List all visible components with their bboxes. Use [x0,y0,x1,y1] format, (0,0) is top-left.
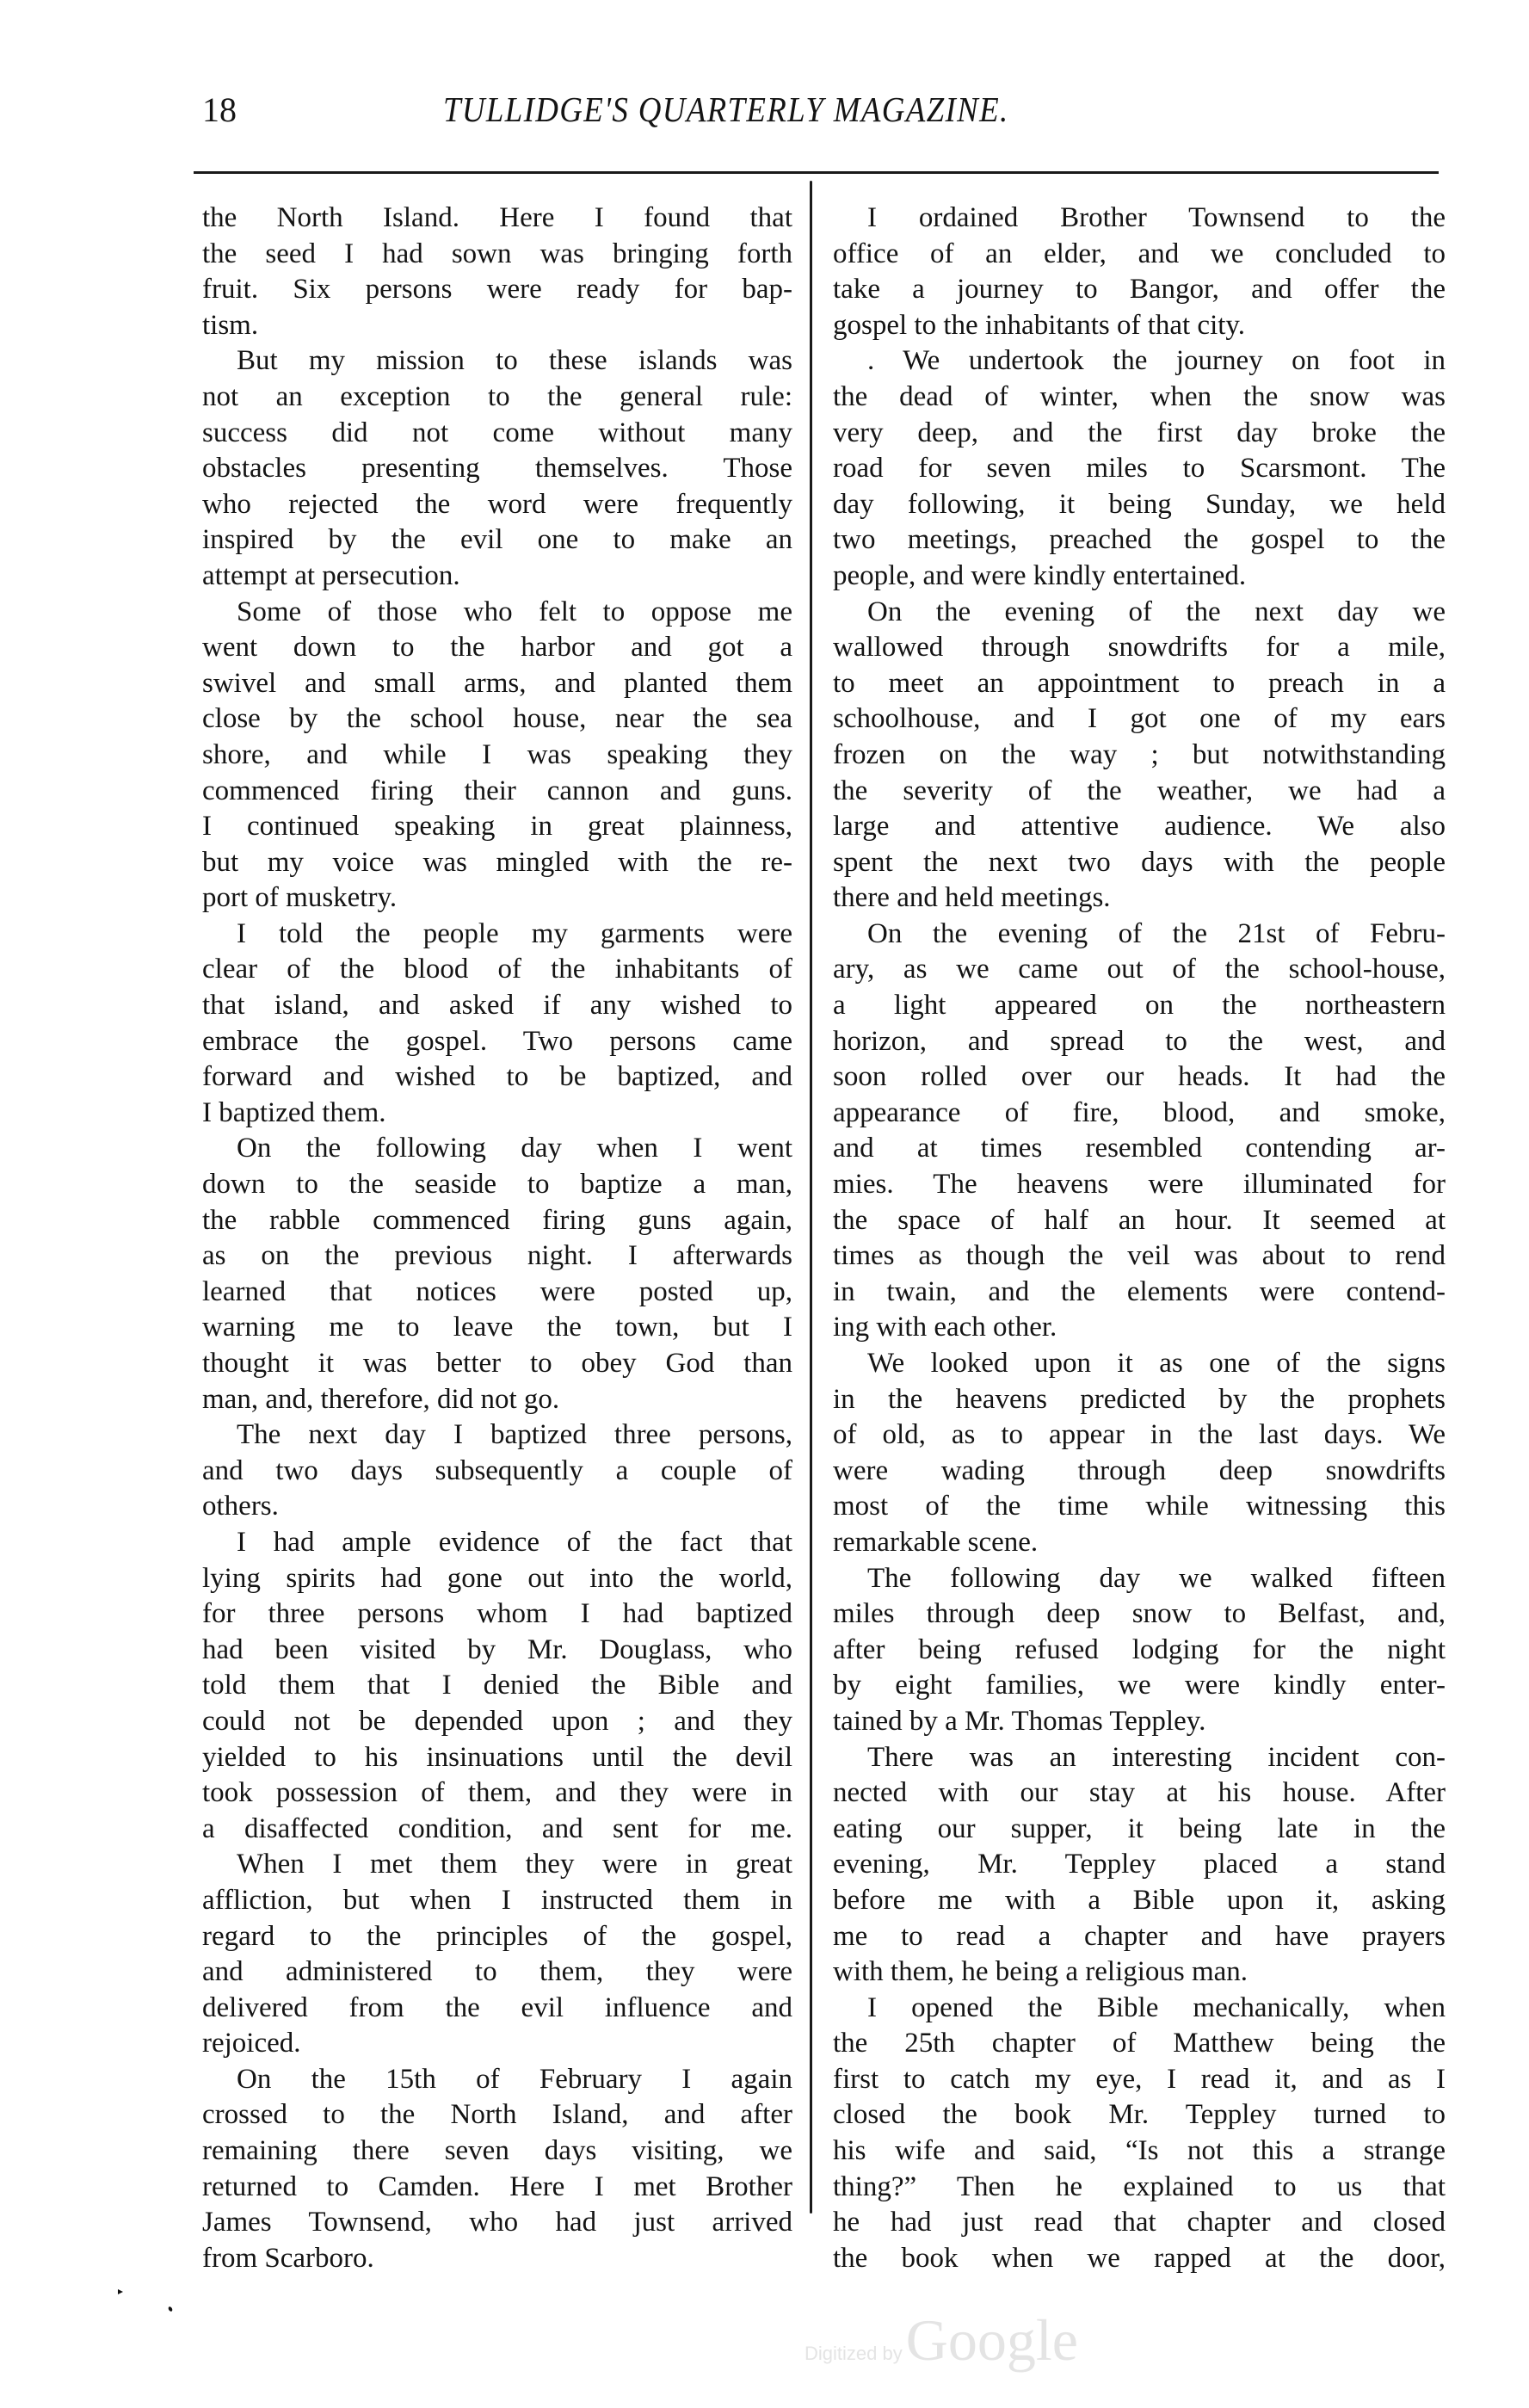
text-line: to meet an appointment to preach in a [833,667,1446,699]
text-line: the book when we rapped at the door, [833,2242,1446,2274]
text-line: that island, and asked if any wished to [202,990,792,1022]
text-line: two meetings, preached the gospel to the [833,524,1446,556]
text-line: before me with a Bible upon it, asking [833,1884,1446,1916]
digitized-by-google-watermark [805,2306,1078,2374]
text-line: I ordained Brother Townsend to the [867,202,1446,233]
text-line: me to read a chapter and have prayers [833,1920,1446,1952]
text-line: On the 15th of February I again [237,2063,792,2095]
text-line: eating our supper, it being late in the [833,1812,1446,1844]
text-line: . We undertook the journey on foot in [867,345,1446,377]
text-line: but my voice was mingled with the re- [202,846,792,878]
text-line: and at times resembled contending ar- [833,1133,1446,1164]
text-line: by eight families, we were kindly enter- [833,1670,1446,1701]
text-line: people, and were kindly entertained. [833,559,1247,591]
text-line: miles through deep snow to Belfast, and, [833,1598,1446,1630]
text-line: I continued speaking in great plainness, [202,811,792,843]
text-line: regard to the principles of the gospel, [202,1920,792,1952]
text-line: I had ample evidence of the fact that [237,1526,792,1558]
watermark-prefix: Digitized by [805,2343,903,2364]
text-line: embrace the gospel. Two persons came [202,1025,792,1057]
text-line: closed the book Mr. Teppley turned to [833,2099,1446,2131]
text-line: port of musketry. [202,882,398,914]
text-line: delivered from the evil influence and [202,1991,792,2023]
running-title: TULLIDGE'S QUARTERLY MAGAZINE. [443,90,1009,129]
text-line: James Townsend, who had just arrived [202,2207,792,2238]
text-line: tained by a Mr. Thomas Teppley. [833,1705,1206,1737]
text-line: soon rolled over our heads. It had the [833,1061,1446,1093]
text-line: very deep, and the first day broke the [833,417,1446,448]
header-rule [194,171,1439,174]
scan-speck [118,2289,123,2294]
text-line: We looked upon it as one of the signs [867,1348,1446,1379]
text-line: frozen on the way ; but notwithstanding [833,738,1446,770]
text-line: in the heavens predicted by the prophets [833,1383,1446,1415]
text-line: after being refused lodging for the night [833,1633,1446,1665]
text-line: nected with our stay at his house. After [833,1777,1446,1809]
text-line: of old, as to appear in the last days. We [833,1419,1446,1451]
text-line: with them, he being a religious man. [833,1956,1248,1988]
text-line: road for seven miles to Scarsmont. The [833,453,1446,485]
text-line: went down to the harbor and got a [202,632,792,664]
text-line: rejoiced. [202,2028,301,2059]
text-line: down to the seaside to baptize a man, [202,1169,792,1201]
text-line: office of an elder, and we concluded to [833,238,1446,269]
text-line: thing?” Then he explained to us that [833,2170,1446,2202]
text-line: I baptized them. [202,1096,386,1128]
text-line: gospel to the inhabitants of that city. [833,309,1246,341]
text-line: the space of half an hour. It seemed at [833,1204,1446,1236]
left-column [202,201,792,2276]
text-line: first to catch my eye, I read it, and as I [833,2063,1446,2095]
text-line: had been visited by Mr. Douglass, who [202,1633,792,1665]
text-line: mies. The heavens were illuminated for [833,1169,1446,1201]
text-line: others. [202,1491,279,1522]
text-line: could not be depended upon ; and they [202,1705,792,1737]
text-line: were wading through deep snowdrifts [833,1454,1446,1486]
text-line: close by the school house, near the sea [202,703,792,735]
text-line: the rabble commenced firing guns again, [202,1204,792,1236]
text-line: the dead of winter, when the snow was [833,380,1446,412]
text-line: the seed I had sown was bringing forth [202,238,792,269]
text-line: his wife and said, “Is not this a strange [833,2135,1446,2167]
text-line: large and attentive audience. We also [833,811,1446,843]
text-line: forward and wished to be baptized, and [202,1061,792,1093]
scan-speck [168,2306,173,2312]
text-line: most of the time while witnessing this [833,1491,1446,1522]
text-line: When I met them they were in great [237,1849,792,1880]
text-line: On the evening of the next day we [867,596,1446,627]
text-line: ary, as we came out of the school-house, [833,954,1446,985]
text-line: who rejected the word were frequently [202,488,792,520]
text-line: attempt at persecution. [202,559,460,591]
text-line: took possession of them, and they were in [202,1777,792,1809]
text-line: day following, it being Sunday, we held [833,488,1446,520]
text-line: tism. [202,309,259,341]
text-line: warning me to leave the town, but I [202,1312,792,1343]
text-line: take a journey to Bangor, and offer the [833,274,1446,306]
text-line: The following day we walked fifteen [867,1562,1446,1594]
text-line: wallowed through snowdrifts for a mile, [833,632,1446,664]
text-line: On the evening of the 21st of Febru- [867,917,1446,949]
text-line: man, and, therefore, did not go. [202,1383,560,1415]
text-line: clear of the blood of the inhabitants of [202,954,792,985]
text-line: for three persons whom I had baptized [202,1598,792,1630]
text-line: from Scarboro. [202,2242,374,2274]
page-header [194,86,1441,138]
page-number: 18 [202,90,237,129]
column-divider [810,181,812,2214]
text-line: appearance of fire, blood, and smoke, [833,1096,1446,1128]
text-line: There was an interesting incident con- [867,1741,1446,1773]
text-line: thought it was better to obey God than [202,1348,792,1379]
text-line: ing with each other. [833,1312,1057,1343]
text-line: not an exception to the general rule: [202,380,792,412]
text-line: shore, and while I was speaking they [202,738,792,770]
text-line: success did not come without many [202,417,792,448]
text-line: spent the next two days with the people [833,846,1446,878]
text-line: obstacles presenting themselves. Those [202,453,792,485]
text-line: the North Island. Here I found that [202,202,792,233]
text-line: learned that notices were posted up, [202,1275,792,1307]
text-line: and administered to them, they were [202,1956,792,1988]
text-line: crossed to the North Island, and after [202,2099,792,2131]
text-line: and two days subsequently a couple of [202,1454,792,1486]
text-line: remarkable scene. [833,1526,1039,1558]
text-line: he had just read that chapter and closed [833,2207,1446,2238]
text-line: schoolhouse, and I got one of my ears [833,703,1446,735]
text-line: But my mission to these islands was [237,345,792,377]
text-line: as on the previous night. I afterwards [202,1240,792,1272]
text-line: there and held meetings. [833,882,1111,914]
text-line: I told the people my garments were [237,917,792,949]
right-column [833,201,1446,2276]
text-line: lying spirits had gone out into the world, [202,1562,792,1594]
text-line: the 25th chapter of Matthew being the [833,2028,1446,2059]
text-line: horizon, and spread to the west, and [833,1025,1446,1057]
text-line: The next day I baptized three persons, [237,1419,792,1451]
text-line: a light appeared on the northeastern [833,990,1446,1022]
text-line: I opened the Bible mechanically, when [867,1991,1446,2023]
text-line: returned to Camden. Here I met Brother [202,2170,792,2202]
text-line: told them that I denied the Bible and [202,1670,792,1701]
text-line: evening, Mr. Teppley placed a stand [833,1849,1446,1880]
text-line: remaining there seven days visiting, we [202,2135,792,2167]
text-line: swivel and small arms, and planted them [202,667,792,699]
text-line: yielded to his insinuations until the devil [202,1741,792,1773]
text-line: affliction, but when I instructed them in [202,1884,792,1916]
watermark-brand: Google [905,2307,1078,2373]
text-line: times as though the veil was about to rend [833,1240,1446,1272]
text-line: commenced firing their cannon and guns. [202,775,792,806]
text-line: a disaffected condition, and sent for me. [202,1812,792,1844]
text-line: the severity of the weather, we had a [833,775,1446,806]
text-line: On the following day when I went [237,1133,792,1164]
text-line: in twain, and the elements were contend- [833,1275,1446,1307]
text-line: inspired by the evil one to make an [202,524,792,556]
text-line: fruit. Six persons were ready for bap- [202,274,792,306]
text-line: Some of those who felt to oppose me [237,596,792,627]
